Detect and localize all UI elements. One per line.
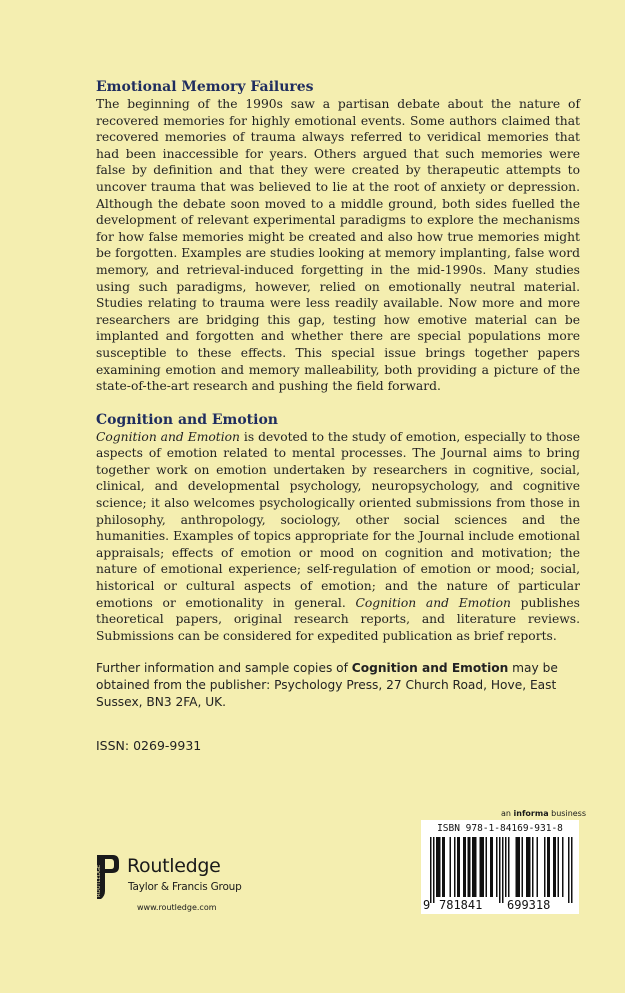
barcode-digit-group-1: 781841 [439,898,483,912]
barcode-bar [459,837,461,897]
publisher-website[interactable]: www.routledge.com [137,903,217,912]
barcode-bar [499,837,501,903]
barcode-digit-group-2: 699318 [507,898,551,912]
barcode-bar [480,837,482,897]
barcode-bar [544,837,546,897]
barcode-bar [469,837,471,897]
barcode-bar [496,837,498,897]
main-content [96,78,580,711]
publisher-name: Routledge [127,855,221,877]
barcode-bar [555,837,557,897]
barcode-bar [547,837,549,897]
barcode-block [421,820,579,914]
barcode-bar [529,837,531,897]
journal-title-italic-2: Cognition and Emotion [355,595,511,610]
routledge-logo [95,853,295,923]
barcode-bar [475,837,477,897]
barcode-bar [472,837,474,897]
barcode-bar [481,837,483,897]
barcode-bar [558,837,560,897]
barcode-bar [457,837,459,897]
barcode-bar [568,837,570,903]
barcode-bar [474,837,476,897]
barcode-bar [526,837,528,897]
barcode-bar [492,837,494,897]
info-journal-bold: Cognition and Emotion [351,661,509,676]
section-cognition-emotion [96,411,580,645]
informa-prefix: an [501,809,514,818]
barcode-bar [490,837,492,897]
barcode-bar [537,837,539,897]
barcode-bar [508,837,510,897]
issn-number: ISSN: 0269-9931 [96,738,202,753]
section-body-emotional-memory: The beginning of the 1990s saw a partisan debate about the nature of recovered memories for highly emotional events. Some authors claimed that recovered memories of trauma always referred to veridical memories that had been inaccessible for years. Others argued that such memories were false by definition and that they were created by therapeutic attempts to uncover trauma that was believed to lie at the root of anxiety or depression. Although the debate soon moved to a middle ground, both sides fuelled the development of relevant experimental paradigms to explore the mechanisms for how false memories might be created and also how true memories might be forgotten. Examples are studies looking at memory implanting, false word memory, and retrieval-induced forgetting in the mid-1990s. Many studies using such paradigms, however, relied on emotionally neutral material. Studies relating to trauma were less readily available. Now more and more researchers are bridging this gap, testing how emotive material can be implanted and forgotten and whether there are special populations more susceptible to these effects. This special issue brings together papers examining emotion and memory malleability, both providing a picture of the state-of-the-art research and pushing the field forward. [96,97,580,394]
barcode-bar [438,837,440,897]
barcode-bar [562,837,564,897]
body-part-2: publishes theoretical papers, original research reports, and literature reviews. Submissions can be considered for expedited publication as brief reports. [96,595,580,643]
barcode-bar [516,837,518,897]
barcode-bar [436,837,438,897]
barcode-bar [465,837,467,897]
barcode-bar [549,837,551,897]
info-suffix: may be obtained from the publisher: Psychology Press, 27 Church Road, Hove, East Sussex, BN3 2FA, UK. [96,661,558,710]
body-part-1: is devoted to the study of emotion, especially to those aspects of emotion related to mental processes. The Journal aims to bring together work on emotion undertaken by researchers in cognitive, social, clinical, and developmental psychology, neuropsychology, and cognitive science; it also welcomes psychologically oriented submissions from those in philosophy, anthropology, sociology, other social sciences and the humanities. Examples of topics appropriate for the Journal include emotional appraisals; effects of emotion or mood on cognition and motivation; the nature of emotional experience; self-regulation of emotion or mood; social, historical or cultural aspects of emotion; and the nature of particular emotions or emotionality in general. [96,429,580,610]
spine-text: ROUTLEDGE [96,864,102,897]
section-heading-emotional-memory: Emotional Memory Failures [96,79,314,95]
barcode-bar [486,837,488,897]
barcode-bar [433,837,435,903]
barcode-bar [517,837,519,897]
barcode-bar [444,837,446,897]
journal-title-italic: Cognition and Emotion [96,429,240,444]
info-prefix: Further information and sample copies of [96,661,352,676]
barcode-icon [427,837,573,903]
barcode-bar [439,837,441,897]
isbn-text: ISBN 978-1-84169-931-8 [437,823,563,834]
routledge-logo-icon [95,853,121,901]
barcode-bar [450,837,452,897]
informa-tagline [501,809,586,818]
barcode-bar [532,837,534,897]
barcode-bar [522,837,524,897]
barcode-bar [553,837,555,897]
barcode-bar [442,837,444,897]
barcode-digit-first: 9 [423,898,431,912]
publisher-info [96,660,580,711]
barcode-bar [463,837,465,897]
barcode-bar [502,837,504,903]
informa-suffix: business [548,809,587,818]
barcode-bar [483,837,485,897]
publisher-group: Taylor & Francis Group [128,881,242,893]
barcode-bar [519,837,521,897]
barcode-bar [430,837,432,903]
informa-brand: informa [513,809,549,818]
section-heading-cognition-emotion: Cognition and Emotion [96,411,278,428]
barcode-bar [454,837,456,897]
barcode-bar [505,837,507,897]
barcode-bar [468,837,470,897]
barcode-bar [528,837,530,897]
section-body-cognition-emotion [96,429,580,645]
barcode-bar [571,837,573,903]
